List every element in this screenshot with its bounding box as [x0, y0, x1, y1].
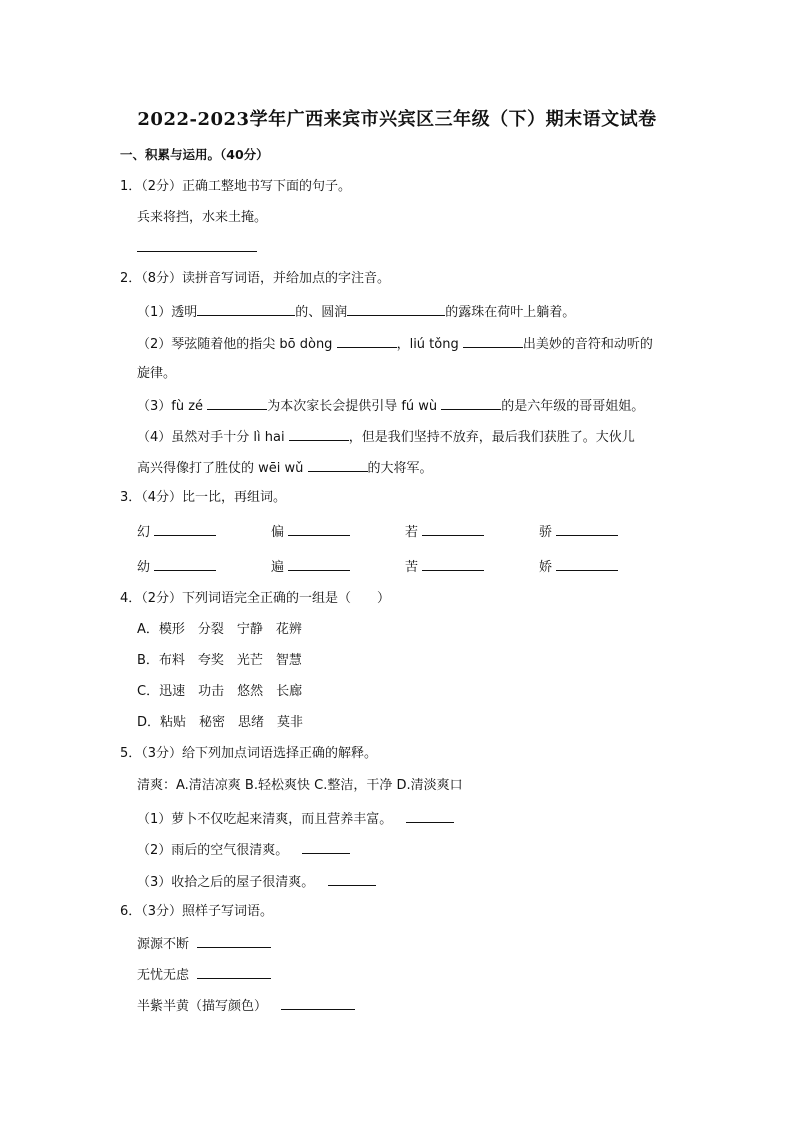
q5-item-3: （3）收拾之后的屋子很清爽。 [137, 872, 376, 892]
q2-4-text-d: 的大将军。 [367, 461, 433, 476]
q5-item-2: （2）雨后的空气很清爽。 [137, 840, 350, 860]
q4-option-c[interactable]: C．迅速 功击 悠然 长廊 [137, 684, 303, 699]
q2-2-text-a: （2）琴弦随着他的指尖 bō dòng [137, 337, 337, 352]
q3-blank[interactable] [288, 522, 350, 536]
question-5-stem: 5．（3分）给下列加点词语选择正确的解释。 [120, 746, 378, 761]
q2-2-blank-2[interactable] [463, 334, 523, 348]
q6-item-2: 无忧无虑 [137, 965, 271, 985]
q2-4-text-c: 高兴得像打了胜仗的 wēi wǔ [137, 461, 308, 476]
q2-3-text-a: （3）fù zé [137, 399, 208, 414]
q3-row2-item-3: 苦 [405, 557, 484, 577]
q2-3-text-c: 的是六年级的哥哥姐姐。 [501, 399, 645, 414]
q4-option-b[interactable]: B．布料 夸奖 光芒 智慧 [137, 653, 302, 668]
question-2-item-1 [137, 302, 575, 322]
q3-row2-item-4: 娇 [539, 557, 618, 577]
q5-blank-1[interactable] [406, 809, 454, 823]
section-heading: 一、积累与运用。（40分） [120, 147, 269, 162]
q2-4-blank-1[interactable] [289, 427, 349, 441]
q3-blank[interactable] [154, 522, 216, 536]
question-2-item-3 [137, 396, 644, 416]
page-title: 2022-2023学年广西来宾市兴宾区三年级（下）期末语文试卷 [137, 109, 657, 130]
question-6-stem: 6．（3分）照样子写词语。 [120, 904, 274, 919]
q4-option-a[interactable]: A．模形 分裂 宁静 花辨 [137, 622, 302, 637]
q2-3-blank-2[interactable] [441, 396, 501, 410]
q2-4-text-a: （4）虽然对手十分 lì hai [137, 430, 289, 445]
q2-4-blank-2[interactable] [308, 458, 368, 472]
q3-row1-item-3: 若 [405, 522, 484, 542]
q6-blank-1[interactable] [197, 934, 271, 948]
q2-1-blank-1[interactable] [197, 302, 295, 316]
q3-blank[interactable] [288, 557, 350, 571]
q2-2-text-b: ，liú tǒng [396, 337, 463, 352]
q3-blank[interactable] [154, 557, 216, 571]
q2-1-text-a: （1）透明 [137, 305, 198, 320]
q3-row1-item-4: 骄 [539, 522, 618, 542]
q6-blank-2[interactable] [197, 965, 271, 979]
q2-1-text-c: 的露珠在荷叶上躺着。 [445, 305, 576, 320]
question-2-item-4 [137, 427, 635, 447]
q3-blank[interactable] [422, 522, 484, 536]
question-2-item-2-cont: 旋律。 [137, 366, 177, 381]
q4-option-d[interactable]: D．粘贴 秘密 思绪 莫非 [137, 715, 304, 730]
question-1-stem: 1．（2分）正确工整地书写下面的句子。 [120, 179, 352, 194]
q6-item-3: 半紫半黄（描写颜色） [137, 996, 355, 1016]
q2-4-text-b: ，但是我们坚持不放弃，最后我们获胜了。大伙儿 [348, 430, 635, 445]
q6-blank-3[interactable] [281, 996, 355, 1010]
question-2-item-2 [137, 334, 653, 354]
question-1-answer-line[interactable] [137, 238, 257, 258]
question-3-stem: 3．（4分）比一比，再组词。 [120, 490, 287, 505]
q2-2-blank-1[interactable] [337, 334, 397, 348]
q5-definition: 清爽：A.清洁凉爽 B.轻松爽快 C.整洁，干净 D.清淡爽口 [137, 778, 463, 793]
q5-blank-3[interactable] [328, 872, 376, 886]
q3-blank[interactable] [422, 557, 484, 571]
question-2-item-4-cont [137, 458, 433, 478]
q2-3-text-b: 为本次家长会提供引导 fú wù [267, 399, 442, 414]
q2-2-text-c: 出美妙的音符和动听的 [522, 337, 653, 352]
q3-blank[interactable] [556, 522, 618, 536]
q3-row2-item-2: 遍 [271, 557, 350, 577]
q5-blank-2[interactable] [302, 840, 350, 854]
q3-row1-item-2: 偏 [271, 522, 350, 542]
question-2-stem: 2．（8分）读拼音写词语，并给加点的字注音。 [120, 271, 391, 286]
q5-item-1: （1）萝卜不仅吃起来清爽，而且营养丰富。 [137, 809, 454, 829]
q2-1-blank-2[interactable] [347, 302, 445, 316]
q2-3-blank-1[interactable] [207, 396, 267, 410]
q3-row2-item-1: 幼 [137, 557, 216, 577]
q2-1-text-b: 的、圆润 [295, 305, 348, 320]
q6-item-1: 源源不断 [137, 934, 271, 954]
q3-row1-item-1: 幻 [137, 522, 216, 542]
question-4-stem: 4．（2分）下列词语完全正确的一组是（ ） [120, 591, 391, 606]
question-1-sentence: 兵来将挡，水来土掩。 [137, 210, 268, 225]
q3-blank[interactable] [556, 557, 618, 571]
